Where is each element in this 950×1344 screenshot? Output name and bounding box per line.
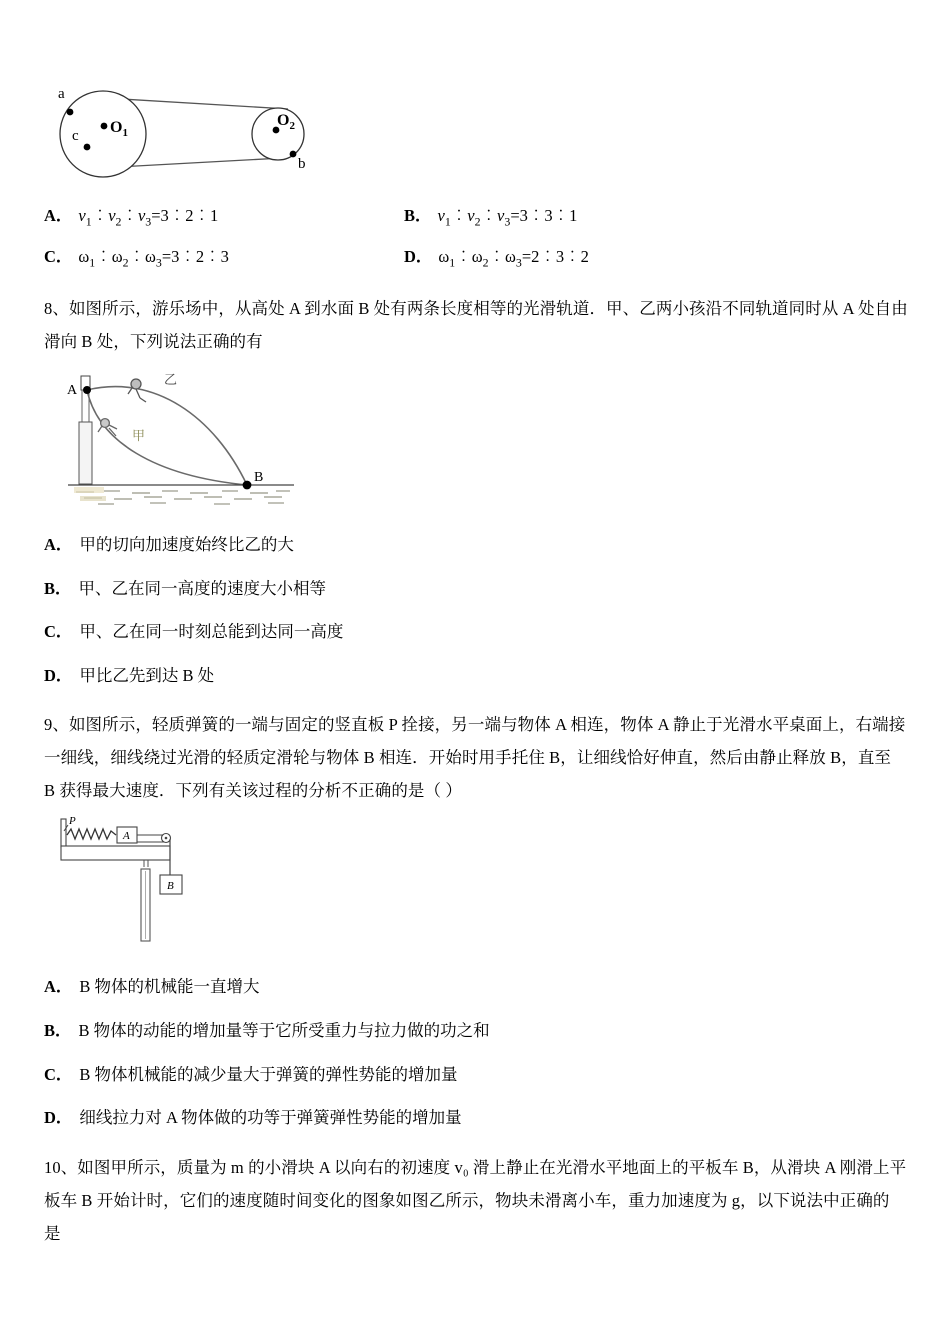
- q7-option-b[interactable]: [404, 204, 577, 231]
- spring-label-B: B: [167, 880, 174, 893]
- question-8-stem: [44, 292, 912, 358]
- slide-label-A: A: [67, 383, 78, 399]
- question-10-stem: [44, 1151, 912, 1250]
- q9-option-d-label: D．: [44, 1108, 73, 1128]
- q9-option-d-text: 细线拉力对 A 物体做的功等于弹簧弹性势能的增加量: [79, 1108, 462, 1128]
- q8-option-d-label: D．: [44, 665, 73, 685]
- belt-label-b: b: [298, 156, 306, 172]
- q8-option-b-label: B．: [44, 578, 72, 598]
- q10-stem-line-2: 板车 B 开始计时，它们的速度随时间变化的图象如图乙所示，物块未滑离小车，重力加速度为 g，以下说法中正确的: [44, 1190, 890, 1210]
- q9-stem-line-1: 9、如图所示，轻质弹簧的一端与固定的竖直板 P 拴接，另一端与物体 A 相连，物体 A 静止于光滑水平桌面上，右端接: [44, 715, 906, 735]
- q8-option-a-label: A．: [44, 535, 73, 555]
- q7-option-d-label: D．: [404, 247, 433, 267]
- q7-option-a[interactable]: [44, 204, 404, 231]
- belt-and-pulleys-diagram: [50, 72, 330, 190]
- q9-option-b-label: B．: [44, 1021, 72, 1041]
- q8-option-b[interactable]: [44, 576, 912, 602]
- q7-option-b-text: $v_1︰v_2︰v_3=3︰3︰1$: [437, 206, 578, 229]
- q7-option-a-text: $v_1︰v_2︰v_3=3︰2︰1$: [78, 206, 219, 229]
- q7-options-row-2: [44, 245, 912, 272]
- q9-stem-line-3: B 获得最大速度．下列有关该过程的分析不正确的是（ ）: [44, 781, 462, 801]
- q7-option-d-text: $\omega_1︰\omega_2︰\omega_3=2︰3︰2$: [438, 247, 589, 270]
- q8-option-d[interactable]: [44, 663, 912, 689]
- belt-label-a: a: [58, 86, 65, 102]
- q10-stem-line-3: 是: [44, 1223, 61, 1243]
- q7-options-row-1: [44, 204, 912, 231]
- page-content: [44, 0, 912, 1250]
- q9-option-c-label: C．: [44, 1064, 73, 1084]
- q9-stem-line-2: 一细线，细线绕过光滑的轻质定滑轮与物体 B 相连．开始时用手托住 B，让细线恰好伸直，然后由静止释放 B，直至: [44, 748, 892, 768]
- q8-option-c-label: C．: [44, 622, 73, 642]
- q10-stem-line-1: 10、如图甲所示，质量为 m 的小滑块 A 以向右的初速度 v₀ 滑上静止在光滑水平地面上的平板车 B，从滑块 A 刚滑上平: [44, 1157, 907, 1177]
- q8-option-d-text: 甲比乙先到达 B 处: [79, 665, 215, 685]
- q7-option-b-label: B．: [404, 206, 432, 225]
- spring-pulley-diagram: [52, 813, 242, 948]
- spring-label-P: P: [69, 815, 76, 828]
- q7-option-a-label: A．: [44, 206, 73, 225]
- q9-option-b-text: B 物体的动能的增加量等于它所受重力与拉力做的功之和: [78, 1021, 490, 1041]
- q8-stem-line-1: 8、如图所示，游乐场中，从高处 A 到水面 B 处有两条长度相等的光滑轨道．甲、乙两小孩沿不同轨道同时从 A 处自由: [44, 299, 908, 319]
- q8-option-a[interactable]: [44, 532, 912, 558]
- belt-label-c: c: [72, 128, 79, 144]
- slide-label-B: B: [254, 470, 264, 486]
- slide-label-yi: 乙: [164, 372, 178, 388]
- q8-option-a-text: 甲的切向加速度始终比乙的大: [79, 535, 294, 555]
- q9-option-a-label: A．: [44, 977, 73, 997]
- q9-option-a[interactable]: [44, 974, 912, 1000]
- q8-option-b-text: 甲、乙在同一高度的速度大小相等: [78, 578, 327, 598]
- q9-option-d[interactable]: [44, 1105, 912, 1131]
- q9-option-c[interactable]: [44, 1062, 912, 1088]
- belt-label-o2: $O_2$: [277, 112, 295, 132]
- slide-label-jia: 甲: [132, 428, 146, 444]
- water-slide-diagram: [54, 366, 304, 506]
- q7-option-d[interactable]: [404, 245, 589, 272]
- q9-option-b[interactable]: [44, 1018, 912, 1044]
- q7-option-c[interactable]: [44, 245, 404, 272]
- spring-label-A: A: [123, 830, 130, 843]
- belt-label-o1: $O_1$: [110, 119, 128, 139]
- q8-stem-line-2: 滑向 B 处，下列说法正确的有: [44, 332, 263, 352]
- q7-option-c-text: $\omega_1︰\omega_2︰\omega_3=3︰2︰3$: [78, 247, 229, 270]
- q8-option-c[interactable]: [44, 619, 912, 645]
- q9-option-a-text: B 物体的机械能一直增大: [79, 977, 260, 997]
- q8-option-c-text: 甲、乙在同一时刻总能到达同一高度: [79, 622, 344, 642]
- q9-option-c-text: B 物体机械能的减少量大于弹簧的弹性势能的增加量: [79, 1064, 458, 1084]
- question-9-stem: [44, 708, 912, 807]
- q7-option-c-label: C．: [44, 247, 73, 267]
